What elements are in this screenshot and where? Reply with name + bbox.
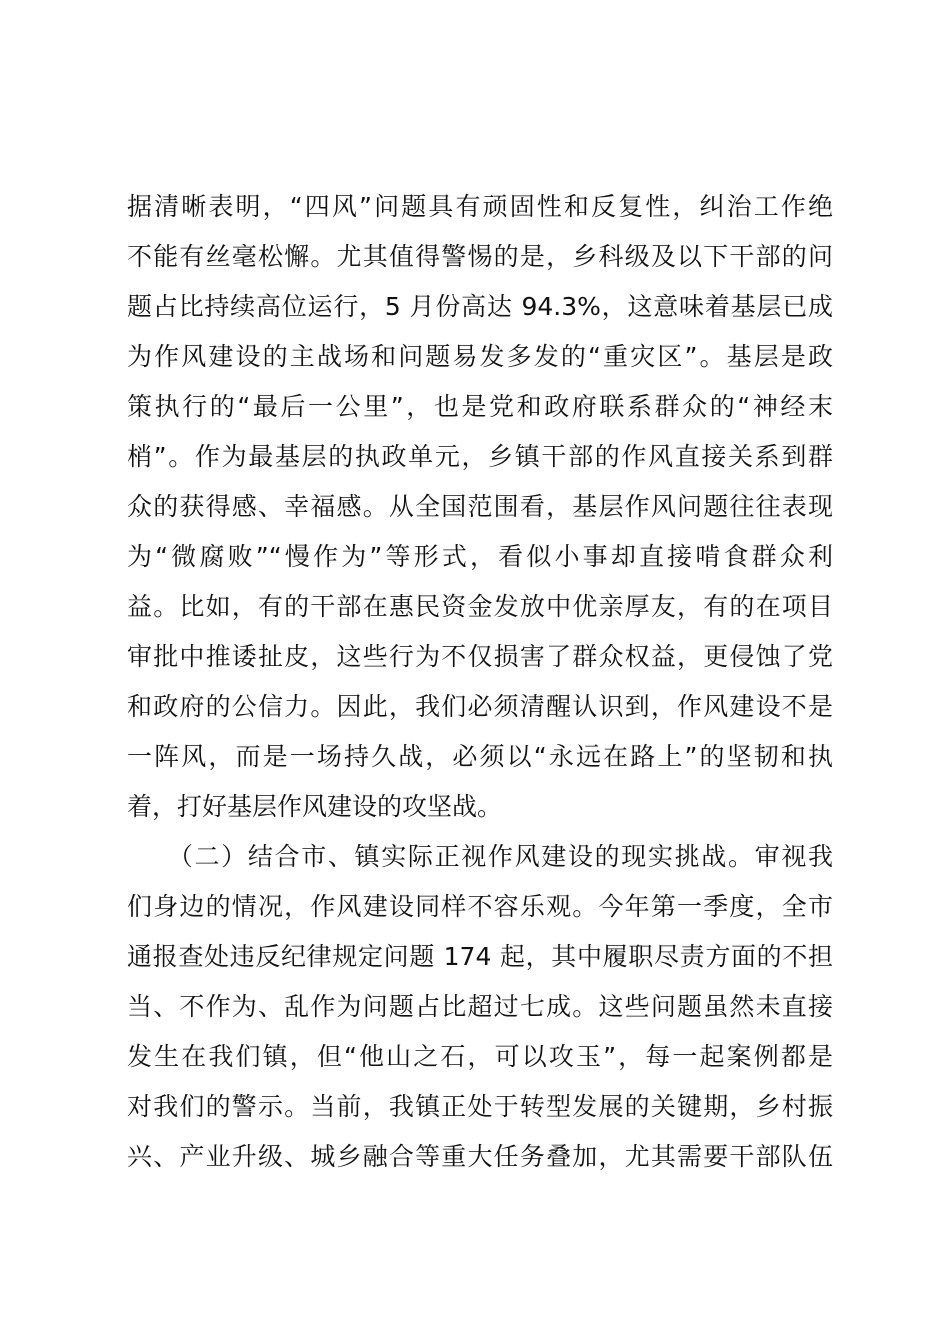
text-line: 益。比如，有的干部在惠民资金发放中优亲厚友，有的在项目	[127, 592, 833, 621]
text-line: 和政府的公信力。因此，我们必须清醒认识到，作风建设不是	[127, 692, 833, 721]
text-line: 梢”。作为最基层的执政单元，乡镇干部的作风直接关系到群	[127, 442, 833, 471]
text-line: 兴、产业升级、城乡融合等重大任务叠加，尤其需要干部队伍	[127, 1142, 833, 1171]
text-line: 通报查处违反纪律规定问题 174 起，其中履职尽责方面的不担	[127, 942, 833, 971]
text-line: 为作风建设的主战场和问题易发多发的“重灾区”。基层是政	[127, 342, 833, 371]
text-line: 据清晰表明，“四风”问题具有顽固性和反复性，纠治工作绝	[127, 192, 833, 221]
text-line: 策执行的“最后一公里”，也是党和政府联系群众的“神经末	[127, 392, 833, 421]
text-line: 发生在我们镇，但“他山之石，可以攻玉”，每一起案例都是	[127, 1042, 833, 1071]
text-line: 为“微腐败”“慢作为”等形式，看似小事却直接啃食群众利	[127, 542, 833, 571]
text-line: 们身边的情况，作风建设同样不容乐观。今年第一季度，全市	[127, 892, 833, 921]
text-line: 众的获得感、幸福感。从全国范围看，基层作风问题往往表现	[127, 492, 833, 521]
document-body	[127, 182, 833, 1182]
text-line: 一阵风，而是一场持久战，必须以“永远在路上”的坚韧和执	[127, 742, 833, 771]
text-line: 不能有丝毫松懈。尤其值得警惕的是，乡科级及以下干部的问	[127, 242, 833, 271]
text-line: 对我们的警示。当前，我镇正处于转型发展的关键期，乡村振	[127, 1092, 833, 1121]
text-line: 审批中推诿扯皮，这些行为不仅损害了群众权益，更侵蚀了党	[127, 642, 833, 671]
paragraph-last-line: 着，打好基层作风建设的攻坚战。	[127, 792, 503, 821]
section-heading-line: （二）结合市、镇实际正视作风建设的现实挑战。审视我	[127, 842, 833, 871]
text-line: 题占比持续高位运行，5 月份高达 94.3%，这意味着基层已成	[127, 292, 833, 321]
text-line: 当、不作为、乱作为问题占比超过七成。这些问题虽然未直接	[127, 992, 833, 1021]
